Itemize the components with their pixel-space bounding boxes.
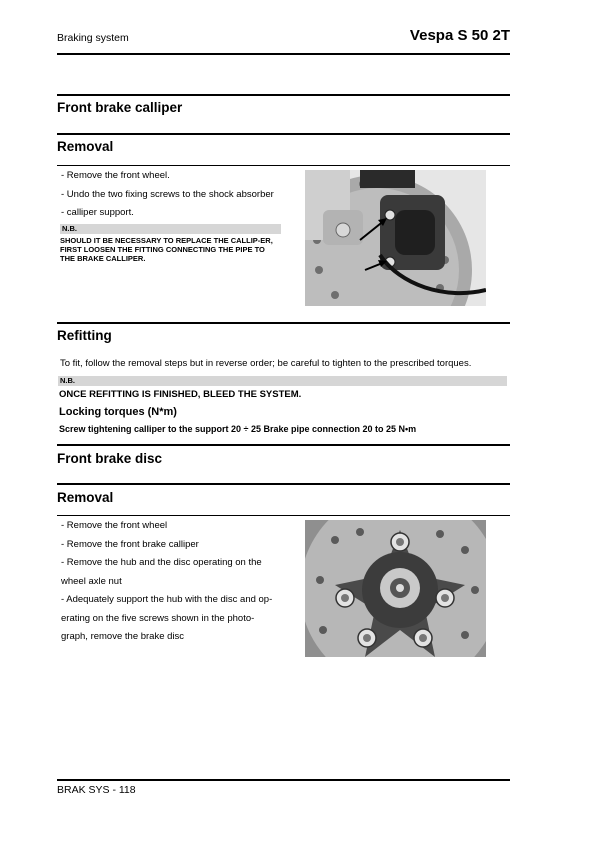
refitting-nb-label: N.B. xyxy=(58,376,507,386)
header-rule xyxy=(57,53,510,55)
refitting-text: To fit, follow the removal steps but in reverse order; be careful to tighten to the prescribed torques. xyxy=(60,358,472,369)
list-item: graph, remove the brake disc xyxy=(61,631,185,642)
list-item: - Remove the hub and the disc operating on the xyxy=(61,557,262,568)
calliper-refitting-title: Refitting xyxy=(57,328,112,343)
section-rule xyxy=(57,444,510,446)
header-section-label: Braking system xyxy=(57,32,129,44)
section-rule xyxy=(57,483,510,485)
page-number: BRAK SYS - 118 xyxy=(57,784,136,796)
list-item: erating on the five screws shown in the photo- xyxy=(61,612,255,624)
disc-section-title: Front brake disc xyxy=(57,451,163,466)
list-item: - Remove the front wheel xyxy=(61,520,168,531)
disc-photo xyxy=(305,520,486,657)
list-item: - Adequately support the hub with the disc and op- xyxy=(61,594,273,605)
calliper-nb-note xyxy=(60,224,281,263)
footer-rule xyxy=(57,779,510,781)
locking-torques-title: Locking torques (N*m) xyxy=(59,406,177,418)
locking-torques-text: Screw tightening calliper to the support 20 ÷ 25 Brake pipe connection 20 to 25 N•m xyxy=(59,424,417,434)
calliper-removal-title: Removal xyxy=(57,139,114,154)
refitting-nb-text: ONCE REFITTING IS FINISHED, BLEED THE SYSTEM. xyxy=(59,389,302,400)
section-rule xyxy=(57,133,510,135)
subsection-rule xyxy=(57,165,510,166)
nb-text: SHOULD IT BE NECESSARY TO REPLACE THE CALLIP-ER, FIRST LOOSEN THE FITTING CONNECTING THE PIPE TO THE BRAKE CALLIPER. xyxy=(60,236,273,263)
calliper-photo xyxy=(305,170,486,306)
list-item: - Remove the front wheel. xyxy=(61,170,170,181)
section-rule xyxy=(57,94,510,96)
section-rule xyxy=(57,322,510,324)
list-item: - Remove the front brake calliper xyxy=(61,538,199,550)
list-item: - Undo the two fixing screws to the shock absorber xyxy=(61,188,274,200)
list-item: wheel axle nut xyxy=(61,575,122,587)
nb-label: N.B. xyxy=(60,224,281,234)
subsection-rule xyxy=(57,515,510,516)
disc-removal-title: Removal xyxy=(57,490,114,505)
list-item: - calliper support. xyxy=(61,207,134,218)
calliper-section-title: Front brake calliper xyxy=(57,100,183,115)
header-model-title: Vespa S 50 2T xyxy=(409,27,510,44)
disc-removal-steps xyxy=(61,519,291,649)
calliper-removal-steps xyxy=(61,169,286,225)
